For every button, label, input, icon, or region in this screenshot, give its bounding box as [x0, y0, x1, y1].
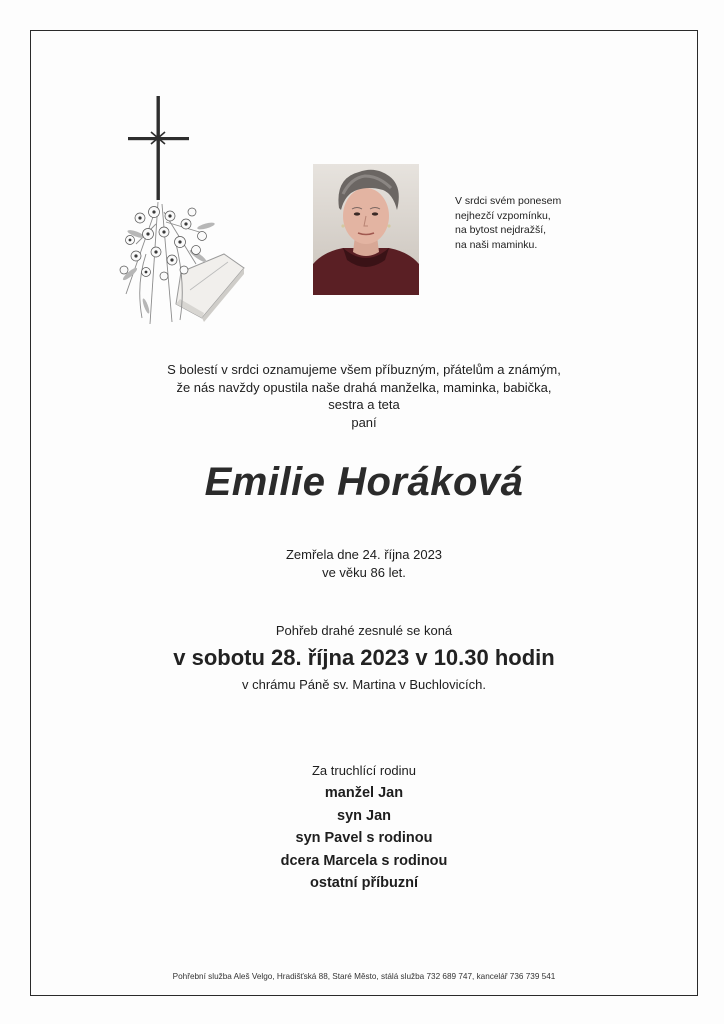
announcement-line: S bolestí v srdci oznamujeme všem příbuzným, přátelům a známým,	[167, 362, 561, 377]
portrait-photo	[313, 164, 419, 295]
verse-line: V srdci svém ponesem	[455, 195, 562, 207]
announcement-line: paní	[351, 414, 377, 430]
verse-line: nejhezčí vzpomínku,	[455, 209, 551, 222]
age-at-death: ve věku 86 let.	[322, 565, 406, 580]
death-date: Zemřela dne 24. října 2023	[285, 547, 443, 562]
announcement-text	[30, 361, 698, 431]
deceased-name: Emilie Horáková	[204, 460, 524, 504]
funeral-intro: Pohřeb drahé zesnulé se koná	[275, 623, 453, 638]
mourner-entry: manžel Jan	[324, 785, 404, 801]
mourner-entry: syn Jan	[337, 807, 391, 824]
funeral-date-time: v sobotu 28. října 2023 v 10.30 hodin	[173, 645, 555, 670]
verse-line: na naši maminku.	[455, 238, 538, 251]
mourner-entry: ostatní příbuzní	[310, 875, 418, 891]
mourners-intro: Za truchlící rodinu	[311, 763, 417, 778]
mourner-entry: dcera Marcela s rodinou	[280, 852, 448, 869]
death-details	[30, 546, 698, 582]
memorial-verse	[455, 194, 655, 252]
announcement-line: že nás navždy opustila naše drahá manželka, maminka, babička,	[176, 379, 552, 395]
announcement-line: sestra a teta	[328, 397, 400, 412]
verse-line: na bytost nejdražší,	[455, 224, 547, 236]
funeral-service-footer: Pohřební služba Aleš Velgo, Hradišťská 88, Staré Město, stálá služba 732 689 747, kancelář 736 739 541	[172, 972, 556, 981]
cross-flowers-book-illustration	[106, 94, 248, 330]
funeral-location: v chrámu Páně sv. Martina v Buchlovicích.	[242, 677, 486, 692]
mourners-list	[30, 782, 698, 895]
mourner-entry: syn Pavel s rodinou	[295, 830, 433, 846]
